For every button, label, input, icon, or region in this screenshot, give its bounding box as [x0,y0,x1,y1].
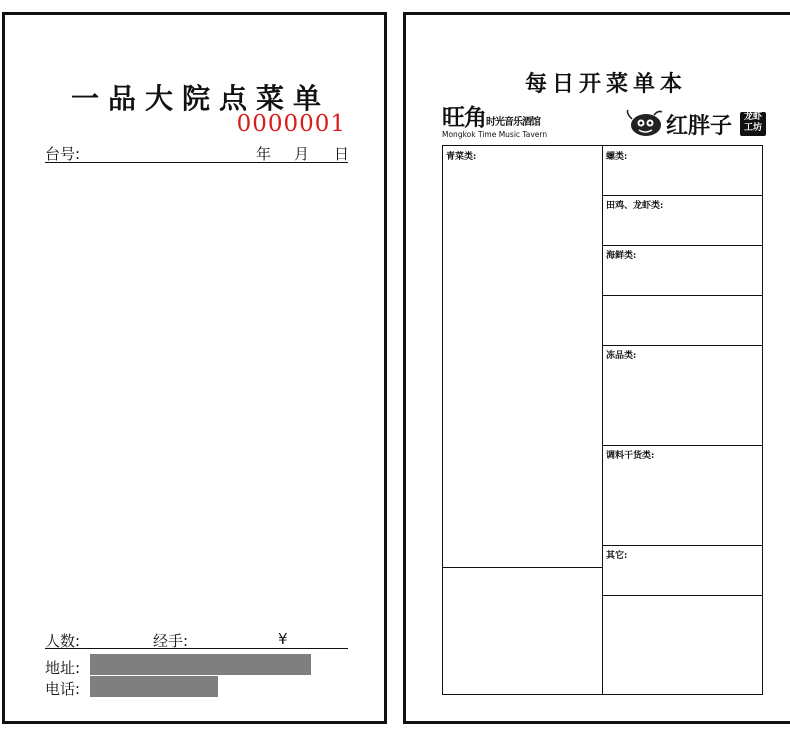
logo-left-main-text: 旺角 [442,105,486,131]
hongpangzi-logo [624,109,774,141]
category-divider [603,245,763,246]
category-label: 田鸡、龙虾类: [606,201,664,211]
category-label: 螺类: [606,152,628,162]
logo-right-tag [740,112,766,136]
year-label: 年 [256,145,272,163]
serial-number: 0000001 [236,111,346,137]
category-divider [603,445,763,446]
category-divider [603,345,763,346]
vegetables-label: 青菜类: [446,152,477,162]
left-column-divider [443,567,602,568]
daily-menu-title: 每日开菜单本 [524,71,687,97]
category-label: 调料干货类: [606,451,655,461]
logo-right-tag-line1: 龙虾 [743,112,762,122]
address-label: 地址: [45,659,81,677]
mongkok-logo [442,99,572,143]
month-label: 月 [294,145,310,163]
mascot-icon [624,109,664,139]
vegetables-column [443,146,603,694]
category-divider [603,195,763,196]
logo-right-tag-line2: 工坊 [743,123,762,133]
address-redaction [90,654,311,675]
day-label: 日 [334,145,350,163]
order-form-title: 一品大院点菜单 [71,82,331,115]
logo-left-english: Mongkok Time Music Tavern [442,130,548,139]
handler-label: 经手: [153,632,189,650]
category-label: 海鲜类: [606,251,637,261]
table-number-label: 台号: [45,145,81,163]
category-divider [603,545,763,546]
category-label: 冻品类: [606,351,637,361]
category-label: 其它: [606,551,628,561]
order-form-sheet [2,12,387,724]
footer-divider [45,648,348,649]
logo-right-name: 红胖子 [666,114,733,139]
daily-menu-sheet [403,12,790,724]
category-divider [603,295,763,296]
menu-grid [442,145,763,695]
header-divider [45,162,348,163]
logo-left-sub-text: 时光音乐酒馆 [486,117,540,128]
phone-redaction [90,676,218,697]
people-count-label: 人数: [45,632,81,650]
currency-symbol: ¥ [278,630,288,648]
category-divider [603,595,763,596]
phone-label: 电话: [45,680,81,698]
